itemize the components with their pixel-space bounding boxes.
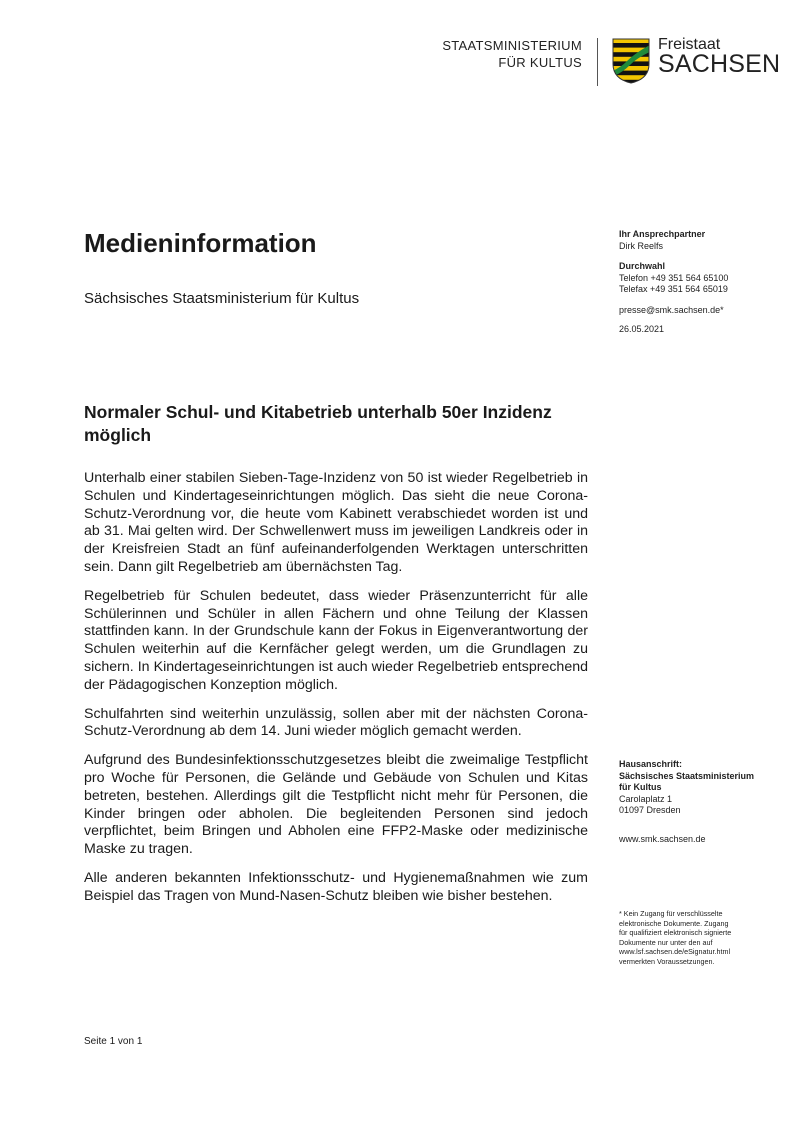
fax-number: Telefax +49 351 564 65019	[619, 284, 728, 294]
body-paragraph: Unterhalb einer stabilen Sieben-Tage-Inzidenz von 50 ist wieder Regelbetrieb in Schulen und Kindertageseinrichtungen möglich. Das sieht die neue Corona-Schutz-Verordnung vor, die heute vom Kabinett verabschiedet worden ist und ab 31. Mai gelten wird. Der Schwellenwert muss im jeweiligen Landkreis oder in der Kreisfreien Stadt an fünf aufeinanderfolgenden Werktagen unterschritten sein. Dann gilt Regelbetrieb am übernächsten Tag.	[84, 470, 588, 575]
header-divider	[597, 38, 598, 86]
body-paragraph: Alle anderen bekannten Infektionsschutz- und Hygienemaßnahmen wie zum Beispiel das Tragen von Mund-Nasen-Schutz bleiben wie bisher bestehen.	[84, 869, 588, 904]
logo-sachsen: SACHSEN	[658, 50, 781, 78]
footnote	[619, 909, 769, 967]
address-org-1: Sächsisches Staatsministerium	[619, 770, 755, 781]
contact-name: Dirk Reelfs	[619, 240, 664, 251]
footnote-line: Dokumente nur unter den auf	[619, 937, 713, 947]
page-title: Medieninformation	[84, 228, 317, 258]
logo-freistaat: Freistaat	[658, 36, 721, 53]
footnote-line: elektronische Dokumente. Zugang	[619, 918, 729, 928]
footnote-line: für qualifiziert elektronisch signierte	[619, 928, 732, 938]
body-paragraph: Regelbetrieb für Schulen bedeutet, dass wieder Präsenzunterricht für alle Schülerinnen und Schüler in allen Fächern und ohne Teilung der Klassen stattfinden kann. In der Grundschule kann der Fokus in Eigenverantwortung der Schulen weiterhin auf die Kernfächer gelegt werden, um die Grundlagen zu sichern. In Kindertageseinrichtungen ist auch wieder Regelbetrieb entsprechend der Pädagogischen Konzeption möglich.	[84, 587, 588, 693]
body-paragraph: Aufgrund des Bundesinfektionsschutzgesetzes bleibt die zweimalige Testpflicht pro Woche für Personen, die Gelände und Gebäude von Schulen und Kitas betreten, bestehen. Allerdings gilt die Testpflicht nicht mehr für Personen, die Kinder bringen oder abholen. Die begleitenden Personen sind jedoch verpflichtet, beim Bringen und Abholen eine FFP2-Maske oder medizinische Maske zu tragen.	[84, 752, 588, 858]
ministry-line-1: STAATSMINISTERIUM	[442, 38, 582, 53]
page-subtitle: Sächsisches Staatsministerium für Kultus	[84, 290, 360, 307]
contact-label: Ihr Ansprechpartner	[619, 229, 706, 239]
dial-label: Durchwahl	[619, 261, 666, 271]
footnote-line: * Kein Zugang für verschlüsselte	[619, 909, 723, 918]
footnote-line: vermerkten Voraussetzungen.	[619, 956, 715, 966]
address-city: 01097 Dresden	[619, 805, 681, 815]
ministry-line-2: FÜR KULTUS	[498, 55, 582, 70]
address-org-2: für Kultus	[619, 782, 662, 792]
page-number: Seite 1 von 1	[84, 1036, 143, 1047]
address-street: Carolaplatz 1	[619, 793, 673, 804]
footnote-line: www.lsf.sachsen.de/eSignatur.html	[619, 947, 731, 957]
press-body	[84, 470, 588, 917]
phone-number: Telefon +49 351 564 65100	[619, 272, 729, 283]
contact-block	[619, 229, 779, 252]
address-block	[619, 759, 779, 817]
contact-email[interactable]: presse@smk.sachsen.de*	[619, 305, 724, 315]
website-link[interactable]: www.smk.sachsen.de	[619, 834, 706, 844]
release-date: 26.05.2021	[619, 324, 665, 334]
ministry-name	[400, 37, 582, 71]
saxony-coat-of-arms-icon	[612, 38, 650, 84]
dial-block	[619, 261, 779, 296]
press-headline: Normaler Schul- und Kitabetrieb unterhalb 50er Inzidenz möglich	[84, 402, 552, 445]
address-label: Hausanschrift:	[619, 759, 683, 769]
body-paragraph: Schulfahrten sind weiterhin unzulässig, sollen aber mit der nächsten Corona-Schutz-Verordnung ab dem 14. Juni wieder möglich gemacht werden.	[84, 705, 588, 740]
